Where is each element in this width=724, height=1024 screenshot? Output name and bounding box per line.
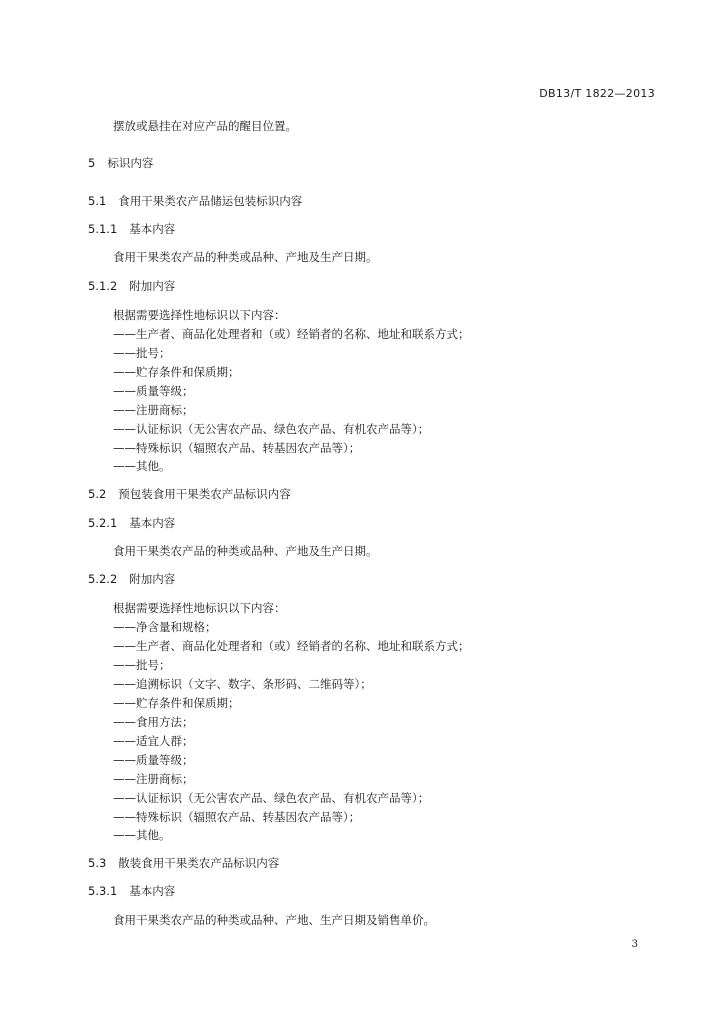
section-heading-5-2-2 (88, 574, 175, 586)
section-heading-5-3-1 (88, 886, 175, 898)
list-item: ——批号； (113, 346, 171, 360)
list-item: ——追溯标识（文字、数字、条形码、二维码等）； (113, 677, 372, 691)
list-item: ——生产者、商品化处理者和（或）经销者的名称、地址和联系方式； (113, 639, 470, 653)
section-heading-5-3 (88, 858, 279, 870)
list-item: ——注册商标； (113, 772, 194, 786)
list-item: ——生产者、商品化处理者和（或）经销者的名称、地址和联系方式； (113, 327, 470, 341)
section-number: 5.1.2 (88, 279, 118, 293)
list-item: ——贮存条件和保质期； (113, 696, 240, 710)
document-code: DB13/T 1822—2013 (539, 87, 655, 100)
list-item: ——特殊标识（辐照农产品、转基因农产品等）； (113, 810, 361, 824)
section-heading-5-2 (88, 489, 291, 501)
section-title: 食用干果类农产品储运包装标识内容 (118, 194, 303, 208)
section-number: 5.3 (88, 856, 107, 870)
list-item: ——认证标识（无公害农产品、绿色农产品、有机农产品等）； (113, 422, 430, 436)
section-title: 基本内容 (129, 222, 176, 236)
section-number: 5 (88, 156, 96, 170)
list-item: ——贮存条件和保质期； (113, 365, 240, 379)
list-item: ——特殊标识（辐照农产品、转基因农产品等）； (113, 441, 361, 455)
page-number: 3 (631, 939, 638, 950)
paragraph-line: 摆放或悬挂在对应产品的醒目位置。 (113, 119, 297, 133)
paragraph-line: 根据需要选择性地标识以下内容： (113, 308, 286, 322)
section-title: 基本内容 (129, 516, 176, 530)
list-item: ——其他。 (113, 828, 171, 842)
section-heading-5-1-2 (88, 281, 175, 293)
list-item: ——净含量和规格； (113, 620, 217, 634)
section-number: 5.3.1 (88, 884, 118, 898)
section-heading-5-2-1 (88, 518, 175, 530)
section-title: 附加内容 (129, 279, 176, 293)
paragraph-line: 食用干果类农产品的种类或品种、产地、生产日期及销售单价。 (113, 913, 435, 927)
section-number: 5.2.2 (88, 572, 118, 586)
section-number: 5.2.1 (88, 516, 118, 530)
list-item: ——质量等级； (113, 753, 194, 767)
list-item: ——批号； (113, 658, 171, 672)
list-item: ——认证标识（无公害农产品、绿色农产品、有机农产品等）； (113, 791, 430, 805)
section-heading-5-1 (88, 196, 302, 208)
paragraph-line: 食用干果类农产品的种类或品种、产地及生产日期。 (113, 250, 378, 264)
list-item: ——其他。 (113, 459, 171, 473)
section-heading-5 (88, 158, 153, 170)
section-title: 标识内容 (107, 156, 154, 170)
section-number: 5.1.1 (88, 222, 118, 236)
section-number: 5.1 (88, 194, 107, 208)
list-item: ——注册商标； (113, 403, 194, 417)
list-item: ——食用方法； (113, 715, 194, 729)
paragraph-line: 根据需要选择性地标识以下内容： (113, 601, 286, 615)
section-title: 预包装食用干果类农产品标识内容 (118, 487, 291, 501)
list-item: ——质量等级； (113, 384, 194, 398)
section-title: 附加内容 (129, 572, 176, 586)
list-item: ——适宜人群； (113, 734, 194, 748)
section-heading-5-1-1 (88, 224, 175, 236)
section-title: 基本内容 (129, 884, 176, 898)
paragraph-line: 食用干果类农产品的种类或品种、产地及生产日期。 (113, 544, 378, 558)
section-title: 散装食用干果类农产品标识内容 (118, 856, 280, 870)
section-number: 5.2 (88, 487, 107, 501)
